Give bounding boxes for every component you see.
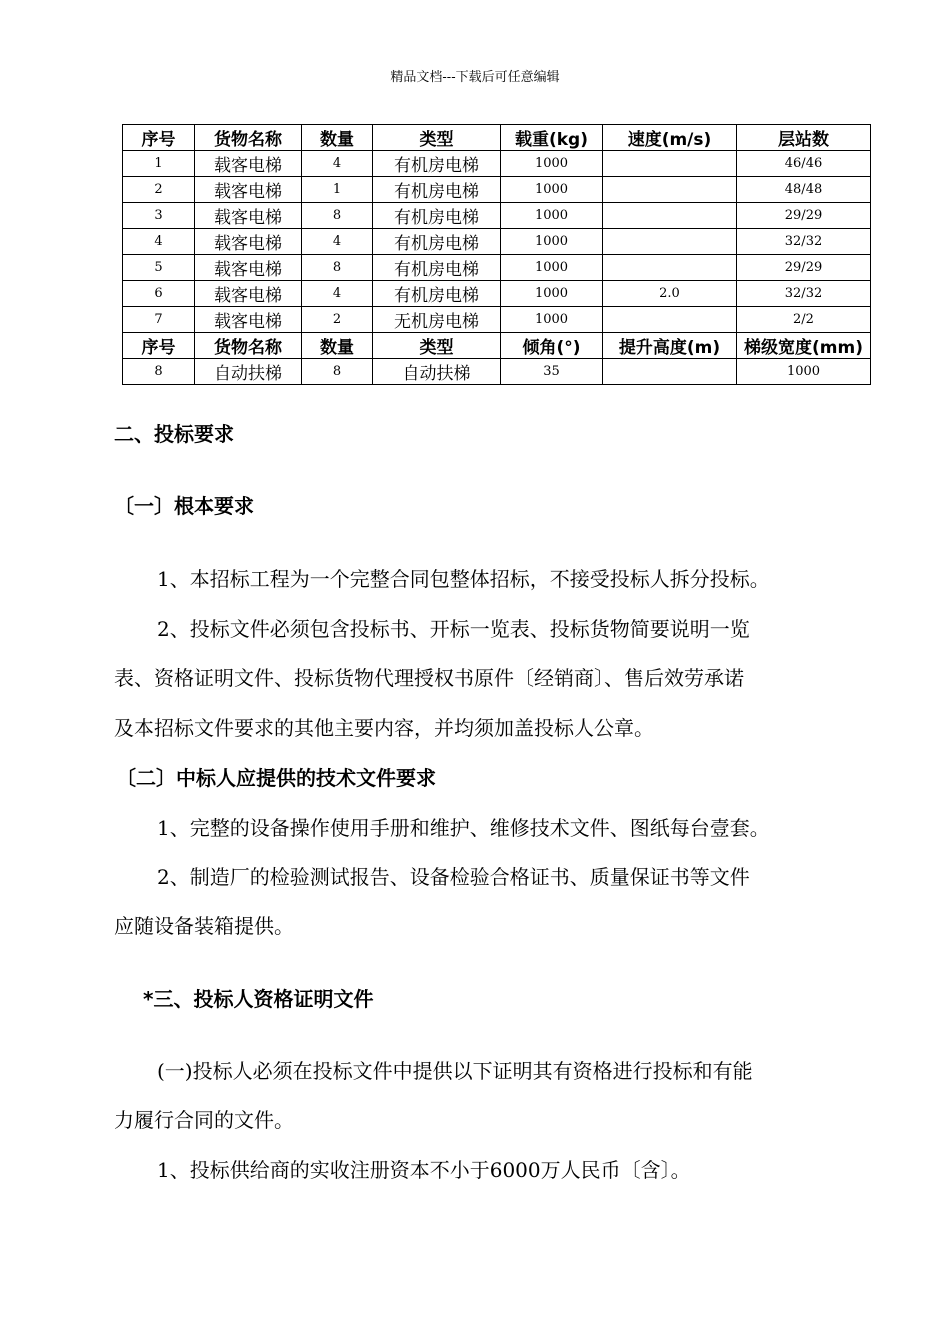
table-header-cell: 速度(m/s)	[603, 125, 737, 151]
subsection-2-title: 〔二〕中标人应提供的技术文件要求	[116, 766, 436, 790]
table-header-cell: 序号	[123, 333, 195, 359]
table-cell: 1000	[501, 203, 603, 229]
table-header-cell: 类型	[373, 333, 501, 359]
table-header-cell: 货物名称	[195, 125, 302, 151]
table-header-cell: 梯级宽度(mm)	[737, 333, 871, 359]
table-header-cell: 层站数	[737, 125, 871, 151]
table-cell: 29/29	[737, 255, 871, 281]
table-cell: 有机房电梯	[373, 151, 501, 177]
table-row	[123, 177, 871, 203]
paragraph: 2、投标文件必须包含投标书、开标一览表、投标货物简要说明一览	[157, 617, 750, 641]
section-3-title: *三、投标人资格证明文件	[143, 987, 374, 1011]
table-cell: 8	[302, 359, 373, 385]
paragraph: 1、完整的设备操作使用手册和维护、维修技术文件、图纸每台壹套。	[157, 816, 770, 840]
table-header-cell: 序号	[123, 125, 195, 151]
table-header-cell: 倾角(°)	[501, 333, 603, 359]
table-cell: 有机房电梯	[373, 255, 501, 281]
table-cell: 载客电梯	[195, 255, 302, 281]
table-header-cell: 数量	[302, 125, 373, 151]
table-cell: 7	[123, 307, 195, 333]
table-cell: 4	[302, 229, 373, 255]
table-cell: 2	[302, 307, 373, 333]
table-cell: 8	[302, 203, 373, 229]
table-cell	[603, 255, 737, 281]
table-cell: 有机房电梯	[373, 229, 501, 255]
table-cell: 1000	[501, 307, 603, 333]
table-cell	[603, 359, 737, 385]
table-cell: 4	[123, 229, 195, 255]
paragraph: 2、制造厂的检验测试报告、设备检验合格证书、质量保证书等文件	[157, 865, 750, 889]
table-cell: 自动扶梯	[195, 359, 302, 385]
table-cell: 1000	[501, 177, 603, 203]
paragraph: 1、投标供给商的实收注册资本不小于6000万人民币〔含〕。	[157, 1158, 691, 1182]
table-row	[123, 203, 871, 229]
page-header: 精品文档---下载后可任意编辑	[390, 70, 560, 85]
table-cell: 1000	[501, 229, 603, 255]
table-cell: 5	[123, 255, 195, 281]
table-cell: 29/29	[737, 203, 871, 229]
table-cell: 载客电梯	[195, 151, 302, 177]
table-row	[123, 307, 871, 333]
table-cell: 载客电梯	[195, 229, 302, 255]
table-header-cell: 数量	[302, 333, 373, 359]
subsection-1-title: 〔一〕根本要求	[114, 494, 254, 518]
table-cell: 1	[302, 177, 373, 203]
table-header-cell: 载重(kg)	[501, 125, 603, 151]
table-cell: 32/32	[737, 281, 871, 307]
table-cell: 有机房电梯	[373, 203, 501, 229]
table-row	[123, 359, 871, 385]
table-cell: 1000	[501, 281, 603, 307]
table-cell: 2	[123, 177, 195, 203]
table-row	[123, 281, 871, 307]
section-2-title: 二、投标要求	[114, 422, 234, 446]
table-cell: 8	[123, 359, 195, 385]
table-cell	[603, 229, 737, 255]
table-row	[123, 151, 871, 177]
table-cell: 有机房电梯	[373, 281, 501, 307]
table-cell: 4	[302, 281, 373, 307]
table-header-row	[123, 333, 871, 359]
paragraph: (一)投标人必须在投标文件中提供以下证明其有资格进行投标和有能	[157, 1059, 753, 1083]
table-header-cell: 提升高度(m)	[603, 333, 737, 359]
table-row	[123, 255, 871, 281]
table-cell: 1000	[737, 359, 871, 385]
table-cell	[603, 307, 737, 333]
elevator-spec-table	[122, 124, 871, 385]
paragraph: 1、本招标工程为一个完整合同包整体招标，不接受投标人拆分投标。	[157, 567, 770, 591]
table-cell: 有机房电梯	[373, 177, 501, 203]
table-cell: 46/46	[737, 151, 871, 177]
table-cell: 32/32	[737, 229, 871, 255]
table-cell: 1000	[501, 151, 603, 177]
table-header-row	[123, 125, 871, 151]
table-cell	[603, 177, 737, 203]
table-cell: 2/2	[737, 307, 871, 333]
paragraph: 应随设备装箱提供。	[114, 914, 294, 938]
table-header-cell: 类型	[373, 125, 501, 151]
table-cell: 自动扶梯	[373, 359, 501, 385]
table-cell	[603, 203, 737, 229]
paragraph: 及本招标文件要求的其他主要内容，并均须加盖投标人公章。	[114, 716, 654, 740]
table-header-cell: 货物名称	[195, 333, 302, 359]
table-cell: 1	[123, 151, 195, 177]
table-cell: 载客电梯	[195, 281, 302, 307]
table-cell: 载客电梯	[195, 307, 302, 333]
table-cell: 载客电梯	[195, 203, 302, 229]
table-row	[123, 229, 871, 255]
table-cell	[603, 151, 737, 177]
table-cell: 载客电梯	[195, 177, 302, 203]
table-cell: 4	[302, 151, 373, 177]
table-cell: 48/48	[737, 177, 871, 203]
table-cell: 无机房电梯	[373, 307, 501, 333]
table-cell: 35	[501, 359, 603, 385]
table-cell: 1000	[501, 255, 603, 281]
table-cell: 2.0	[603, 281, 737, 307]
table-cell: 3	[123, 203, 195, 229]
paragraph: 表、资格证明文件、投标货物代理授权书原件〔经销商〕、售后效劳承诺	[114, 666, 744, 690]
table-cell: 8	[302, 255, 373, 281]
paragraph: 力履行合同的文件。	[114, 1108, 294, 1132]
table-cell: 6	[123, 281, 195, 307]
